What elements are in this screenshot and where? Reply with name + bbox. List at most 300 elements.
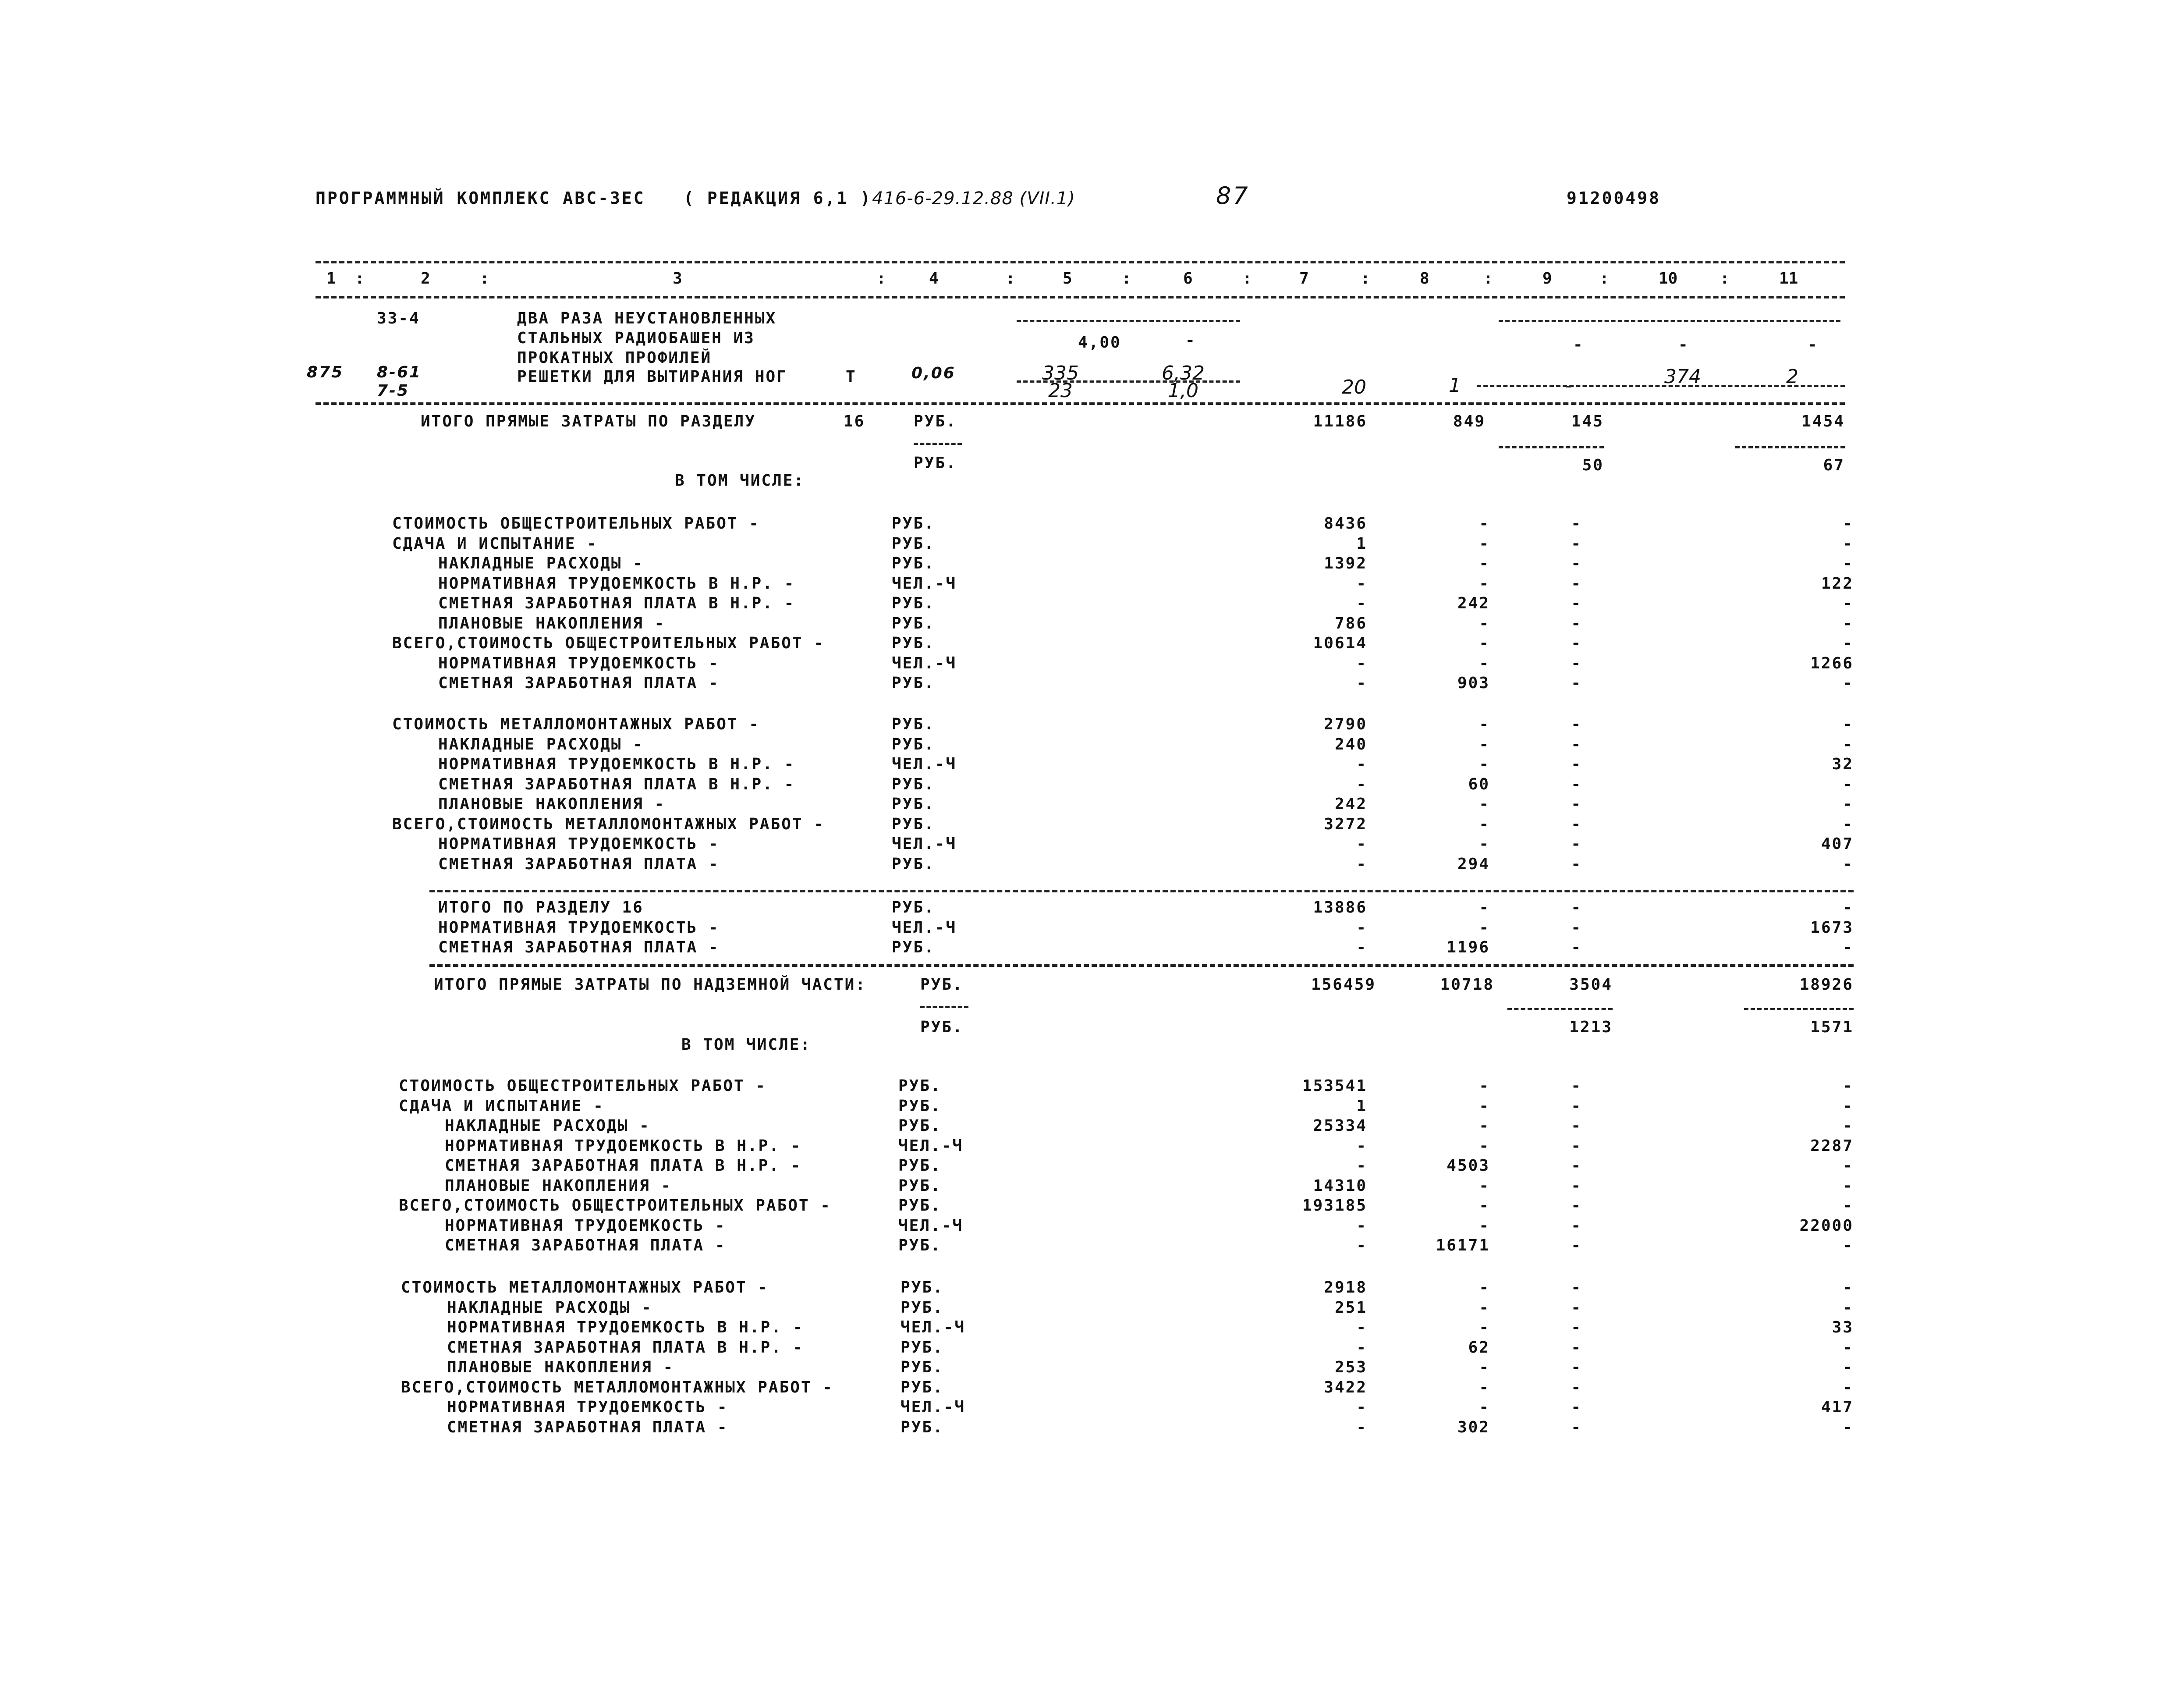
row-col8: -: [1479, 1117, 1490, 1135]
row-col7: 242: [1334, 795, 1367, 813]
row-col9: -: [1571, 1338, 1582, 1357]
above-ground-sub-unit: РУБ.: [920, 1018, 964, 1036]
summary-row: [0, 1216, 2184, 1236]
col-header-3: 3: [673, 270, 682, 288]
row-col9: -: [1571, 775, 1582, 793]
row-unit: ЧЕЛ.-Ч: [892, 918, 957, 937]
row-unit: РУБ.: [901, 1279, 944, 1297]
row-unit: РУБ.: [892, 775, 935, 793]
row-col8: -: [1479, 574, 1490, 593]
header-rule-bottom: [316, 296, 1845, 298]
program-title: ПРОГРАММНЫЙ КОМПЛЕКС АВС-3ЕС: [316, 188, 645, 208]
above-ground-col8: 10718: [1440, 976, 1494, 994]
row-col11: -: [1843, 899, 1854, 916]
col-separator: :: [1361, 270, 1370, 288]
col11-underline: [1744, 1008, 1854, 1010]
summary-row: [0, 1378, 2184, 1398]
summary-row: [0, 554, 2184, 574]
row-col8: 294: [1457, 855, 1490, 873]
row-col11: -: [1843, 1197, 1854, 1215]
above-ground-col9: 3504: [1569, 976, 1613, 994]
summary-row: [0, 714, 2184, 735]
section-totals-sub-unit: РУБ.: [914, 454, 957, 472]
row-col9: -: [1571, 795, 1582, 813]
row-label: СМЕТНАЯ ЗАРАБОТНАЯ ПЛАТА В Н.Р. -: [438, 594, 795, 612]
row-col8: -: [1479, 614, 1490, 632]
row-col9: -: [1571, 1216, 1582, 1235]
row-unit: ЧЕЛ.-Ч: [898, 1137, 964, 1155]
row-col9: -: [1571, 1197, 1582, 1215]
row-col9: -: [1571, 574, 1582, 593]
summary-row: [0, 918, 2184, 938]
row-col8: -: [1479, 534, 1490, 553]
col-header-1: 1: [326, 270, 336, 288]
row-unit: ЧЕЛ.-Ч: [892, 654, 957, 672]
summary-row: [0, 1076, 2184, 1096]
row-label: СМЕТНАЯ ЗАРАБОТНАЯ ПЛАТА В Н.Р. -: [445, 1157, 802, 1175]
row-col11: -: [1843, 938, 1854, 956]
row-label: ПЛАНОВЫЕ НАКОПЛЕНИЯ -: [445, 1176, 672, 1195]
col9-underline: [1507, 1008, 1613, 1010]
section-totals-col9: 145: [1571, 412, 1604, 430]
row-col8: -: [1479, 654, 1490, 672]
item-col7: 20: [1342, 376, 1366, 398]
row-col11: 407: [1821, 835, 1854, 853]
row-unit: РУБ.: [892, 634, 935, 652]
row-label: ПЛАНОВЫЕ НАКОПЛЕНИЯ -: [438, 614, 666, 632]
row-label: НОРМАТИВНАЯ ТРУДОЕМКОСТЬ В Н.Р. -: [438, 755, 795, 773]
row-col11: 1266: [1810, 654, 1854, 672]
col-header-10: 10: [1659, 270, 1678, 288]
prev-item-col6: -: [1185, 331, 1196, 349]
section-incl-heading: В ТОМ ЧИСЛЕ:: [675, 472, 805, 490]
row-label: НОРМАТИВНАЯ ТРУДОЕМКОСТЬ В Н.Р. -: [447, 1318, 804, 1336]
row-col11: -: [1843, 554, 1854, 572]
prev-item-desc-line-3: ПРОКАТНЫХ ПРОФИЛЕЙ: [517, 349, 712, 367]
row-col11: 417: [1821, 1398, 1854, 1416]
row-label: НОРМАТИВНАЯ ТРУДОЕМКОСТЬ -: [438, 835, 720, 853]
above-ground-col11: 18926: [1799, 976, 1854, 994]
item-right-dash: [1477, 385, 1845, 387]
item-bottom-rule: [316, 402, 1845, 405]
row-label: СМЕТНАЯ ЗАРАБОТНАЯ ПЛАТА -: [447, 1418, 728, 1436]
row-col11: -: [1843, 1097, 1854, 1115]
row-col7: 8436: [1324, 515, 1367, 533]
col-separator: :: [355, 270, 365, 288]
row-col8: -: [1479, 634, 1490, 652]
row-col7: 153541: [1302, 1077, 1367, 1095]
row-unit: ЧЕЛ.-Ч: [892, 574, 957, 593]
row-col9: -: [1571, 899, 1582, 916]
row-unit: ЧЕЛ.-Ч: [898, 1216, 964, 1235]
document-number: 91200498: [1567, 188, 1661, 208]
row-col11: -: [1843, 515, 1854, 533]
summary-row: [0, 1156, 2184, 1176]
row-col7: -: [1356, 918, 1367, 937]
item-col5-bottom: 23: [1048, 380, 1073, 402]
row-col9: -: [1571, 1137, 1582, 1155]
row-label: НАКЛАДНЫЕ РАСХОДЫ -: [438, 735, 644, 753]
row-col7: -: [1356, 1137, 1367, 1155]
unit-underline: [920, 1006, 968, 1008]
summary-row: [0, 1318, 2184, 1338]
row-col7: 3272: [1324, 815, 1367, 833]
col-header-11: 11: [1779, 270, 1798, 288]
item-col9: -: [1565, 374, 1572, 397]
section-summary-rule-bottom: [429, 964, 1854, 967]
row-col8: -: [1479, 1298, 1490, 1317]
section-totals-col11: 1454: [1801, 412, 1845, 430]
col-header-6: 6: [1183, 270, 1193, 288]
summary-row: [0, 514, 2184, 534]
row-col7: -: [1356, 855, 1367, 873]
row-col9: -: [1571, 654, 1582, 672]
row-col8: -: [1479, 1398, 1490, 1416]
summary-row: [0, 1116, 2184, 1136]
row-col7: -: [1356, 1236, 1367, 1254]
col-separator: :: [1006, 270, 1015, 288]
row-col9: -: [1571, 634, 1582, 652]
row-col7: -: [1356, 1318, 1367, 1336]
row-label: СДАЧА И ИСПЫТАНИЕ -: [392, 534, 598, 553]
summary-row: [0, 574, 2184, 594]
item-quantity: 0,06: [911, 364, 956, 382]
row-col8: -: [1479, 815, 1490, 833]
summary-row: [0, 1278, 2184, 1298]
col-header-2: 2: [421, 270, 430, 288]
row-col7: 2790: [1324, 715, 1367, 733]
summary-row: [0, 633, 2184, 654]
row-col11: 33: [1832, 1318, 1854, 1336]
row-col9: -: [1571, 938, 1582, 956]
summary-row: [0, 534, 2184, 554]
summary-row: [0, 1357, 2184, 1378]
section-totals-col7: 11186: [1313, 412, 1367, 430]
row-col11: 2287: [1810, 1137, 1854, 1155]
row-col7: -: [1356, 574, 1367, 593]
prev-item-col5: 4,00: [1078, 334, 1121, 352]
row-col8: -: [1479, 1197, 1490, 1215]
row-col7: 2918: [1324, 1279, 1367, 1297]
item-description: РЕШЕТКИ ДЛЯ ВЫТИРАНИЯ НОГ: [517, 368, 787, 386]
row-unit: РУБ.: [892, 855, 935, 873]
row-unit: ЧЕЛ.-Ч: [892, 835, 957, 853]
row-col7: 1: [1356, 1097, 1367, 1115]
row-col11: 32: [1832, 755, 1854, 773]
col-separator: :: [1242, 270, 1252, 288]
row-col9: -: [1571, 1097, 1582, 1115]
row-col11: -: [1843, 1338, 1854, 1357]
row-unit: РУБ.: [892, 594, 935, 612]
row-col11: -: [1843, 1378, 1854, 1396]
row-unit: РУБ.: [898, 1236, 942, 1254]
above-ground-sub-col11: 1571: [1810, 1018, 1854, 1036]
row-col11: -: [1843, 1157, 1854, 1175]
row-label: СМЕТНАЯ ЗАРАБОТНАЯ ПЛАТА -: [438, 855, 720, 873]
row-col9: -: [1571, 835, 1582, 853]
edition-label: ( РЕДАКЦИЯ 6,1 ): [684, 188, 872, 208]
summary-row: [0, 1136, 2184, 1156]
summary-row: [0, 673, 2184, 693]
col-separator: :: [876, 270, 886, 288]
row-col11: -: [1843, 1418, 1854, 1436]
col-separator: :: [1483, 270, 1493, 288]
row-label: СМЕТНАЯ ЗАРАБОТНАЯ ПЛАТА -: [438, 938, 720, 956]
item-col5-top: 335: [1042, 362, 1079, 384]
row-col7: -: [1356, 674, 1367, 692]
row-col9: -: [1571, 855, 1582, 873]
row-unit: РУБ.: [892, 735, 935, 753]
row-unit: РУБ.: [898, 1197, 942, 1215]
row-col7: -: [1356, 1338, 1367, 1357]
row-col7: -: [1356, 835, 1367, 853]
row-col8: 62: [1468, 1338, 1490, 1357]
row-unit: РУБ.: [901, 1338, 944, 1357]
unit-underline: [914, 443, 962, 445]
row-label: НОРМАТИВНАЯ ТРУДОЕМКОСТЬ В Н.Р. -: [438, 574, 795, 593]
row-unit: РУБ.: [892, 815, 935, 833]
item-code: 8-61: [377, 363, 422, 381]
row-col8: -: [1479, 715, 1490, 733]
item-number: 875: [307, 363, 344, 381]
prev-item-dash-9-11: [1499, 320, 1840, 322]
row-col8: -: [1479, 515, 1490, 533]
row-label: ПЛАНОВЫЕ НАКОПЛЕНИЯ -: [438, 795, 666, 813]
row-label: СМЕТНАЯ ЗАРАБОТНАЯ ПЛАТА В Н.Р. -: [447, 1338, 804, 1357]
row-col9: -: [1571, 674, 1582, 692]
row-col7: 1392: [1324, 554, 1367, 572]
section-totals-title: ИТОГО ПРЯМЫЕ ЗАТРАТЫ ПО РАЗДЕЛУ: [421, 412, 756, 430]
summary-row: [0, 814, 2184, 835]
col-header-5: 5: [1063, 270, 1072, 288]
row-col8: -: [1479, 1077, 1490, 1095]
row-col11: 1673: [1810, 918, 1854, 937]
summary-row: [0, 1397, 2184, 1417]
row-unit: РУБ.: [898, 1077, 942, 1095]
row-col9: -: [1571, 554, 1582, 572]
row-label: НОРМАТИВНАЯ ТРУДОЕМКОСТЬ -: [447, 1398, 728, 1416]
item-col8: 1: [1449, 374, 1461, 397]
row-col9: -: [1571, 815, 1582, 833]
col-header-8: 8: [1420, 270, 1429, 288]
row-col9: -: [1571, 1117, 1582, 1135]
row-col7: 10614: [1313, 634, 1367, 652]
section-totals-sub-col9: 50: [1582, 456, 1604, 474]
row-col11: 122: [1821, 574, 1854, 593]
item-fraction-dash: [1017, 380, 1240, 383]
section-totals-unit: РУБ.: [914, 412, 957, 430]
row-col7: -: [1356, 775, 1367, 793]
row-col9: -: [1571, 515, 1582, 533]
row-col11: -: [1843, 715, 1854, 733]
col11-underline: [1735, 446, 1845, 448]
row-unit: РУБ.: [892, 938, 935, 956]
document-code: 416-6-29.12.88 (VII.1): [872, 188, 1075, 209]
summary-row: [0, 1236, 2184, 1256]
section-totals-col8: 849: [1453, 412, 1486, 430]
row-col11: -: [1843, 1279, 1854, 1297]
row-col9: -: [1571, 1318, 1582, 1336]
row-col7: -: [1356, 1418, 1367, 1436]
row-label: СТОИМОСТЬ ОБЩЕСТРОИТЕЛЬНЫХ РАБОТ -: [392, 515, 760, 533]
row-col9: -: [1571, 1176, 1582, 1195]
prev-item-desc-line-2: СТАЛЬНЫХ РАДИОБАШЕН ИЗ: [517, 329, 755, 347]
row-label: НОРМАТИВНАЯ ТРУДОЕМКОСТЬ В Н.Р. -: [445, 1137, 802, 1155]
prev-item-dash-5-6: [1017, 320, 1240, 322]
item-unit: Т: [846, 368, 857, 386]
row-label: СТОИМОСТЬ ОБЩЕСТРОИТЕЛЬНЫХ РАБОТ -: [399, 1077, 766, 1095]
row-col9: -: [1571, 1279, 1582, 1297]
row-unit: РУБ.: [901, 1358, 944, 1376]
row-label: СМЕТНАЯ ЗАРАБОТНАЯ ПЛАТА -: [438, 674, 720, 692]
section-totals-number: 16: [844, 412, 865, 430]
row-col9: -: [1571, 735, 1582, 753]
row-col9: -: [1571, 1398, 1582, 1416]
row-col8: -: [1479, 755, 1490, 773]
row-col8: -: [1479, 1176, 1490, 1195]
row-label: ИТОГО ПО РАЗДЕЛУ 16: [438, 899, 644, 916]
row-col9: -: [1571, 1358, 1582, 1376]
summary-row: [0, 834, 2184, 854]
summary-row: [0, 794, 2184, 814]
row-col8: 903: [1457, 674, 1490, 692]
row-col11: -: [1843, 1077, 1854, 1095]
row-unit: РУБ.: [898, 1157, 942, 1175]
row-col9: -: [1571, 1418, 1582, 1436]
section-totals-sub-col11: 67: [1823, 456, 1845, 474]
item-col11: 2: [1786, 366, 1798, 388]
row-col11: -: [1843, 1176, 1854, 1195]
row-col9: -: [1571, 594, 1582, 612]
row-col9: -: [1571, 1378, 1582, 1396]
col-header-7: 7: [1299, 270, 1309, 288]
row-col8: -: [1479, 918, 1490, 937]
row-col7: 253: [1334, 1358, 1367, 1376]
col-separator: :: [480, 270, 489, 288]
summary-row: [0, 1096, 2184, 1116]
row-col7: 1: [1356, 534, 1367, 553]
row-col8: -: [1479, 1137, 1490, 1155]
row-col7: -: [1356, 1157, 1367, 1175]
row-unit: РУБ.: [898, 1097, 942, 1115]
row-col7: -: [1356, 1398, 1367, 1416]
row-label: НОРМАТИВНАЯ ТРУДОЕМКОСТЬ -: [438, 654, 720, 672]
row-label: ВСЕГО,СТОИМОСТЬ ОБЩЕСТРОИТЕЛЬНЫХ РАБОТ -: [392, 634, 825, 652]
row-unit: РУБ.: [892, 614, 935, 632]
above-ground-title: ИТОГО ПРЯМЫЕ ЗАТРАТЫ ПО НАДЗЕМНОЙ ЧАСТИ:: [434, 976, 866, 994]
row-label: НАКЛАДНЫЕ РАСХОДЫ -: [447, 1298, 652, 1317]
row-col8: -: [1479, 1378, 1490, 1396]
row-label: НОРМАТИВНАЯ ТРУДОЕМКОСТЬ -: [438, 918, 720, 937]
row-label: НАКЛАДНЫЕ РАСХОДЫ -: [438, 554, 644, 572]
row-col8: 1196: [1447, 938, 1490, 956]
row-col9: -: [1571, 1236, 1582, 1254]
row-col11: -: [1843, 1358, 1854, 1376]
row-col11: -: [1843, 594, 1854, 612]
row-col7: 240: [1334, 735, 1367, 753]
row-col8: -: [1479, 1279, 1490, 1297]
col-separator: :: [1122, 270, 1131, 288]
row-label: СМЕТНАЯ ЗАРАБОТНАЯ ПЛАТА -: [445, 1236, 726, 1254]
row-col8: -: [1479, 899, 1490, 916]
row-col8: -: [1479, 735, 1490, 753]
row-unit: РУБ.: [892, 515, 935, 533]
row-col11: -: [1843, 855, 1854, 873]
summary-row: [0, 735, 2184, 755]
above-ground-col7: 156459: [1311, 976, 1376, 994]
row-unit: РУБ.: [898, 1176, 942, 1195]
row-col7: 193185: [1302, 1197, 1367, 1215]
row-col7: 251: [1334, 1298, 1367, 1317]
summary-row: [0, 938, 2184, 958]
row-col8: -: [1479, 554, 1490, 572]
prev-item-col10: -: [1678, 336, 1689, 354]
row-col8: -: [1479, 795, 1490, 813]
item-col6-top: 6,32: [1162, 362, 1205, 384]
row-col11: -: [1843, 674, 1854, 692]
row-label: ПЛАНОВЫЕ НАКОПЛЕНИЯ -: [447, 1358, 674, 1376]
row-unit: РУБ.: [901, 1418, 944, 1436]
row-label: ВСЕГО,СТОИМОСТЬ ОБЩЕСТРОИТЕЛЬНЫХ РАБОТ -: [399, 1197, 831, 1215]
row-unit: ЧЕЛ.-Ч: [901, 1398, 966, 1416]
row-col7: -: [1356, 755, 1367, 773]
row-col8: -: [1479, 835, 1490, 853]
prev-item-desc-line-1: ДВА РАЗА НЕУСТАНОВЛЕННЫХ: [517, 309, 777, 327]
col-separator: :: [1599, 270, 1609, 288]
row-col11: -: [1843, 1298, 1854, 1317]
row-label: ВСЕГО,СТОИМОСТЬ МЕТАЛЛОМОНТАЖНЫХ РАБОТ -: [392, 815, 825, 833]
prev-item-col11: -: [1808, 336, 1819, 354]
row-col11: -: [1843, 815, 1854, 833]
row-label: СТОИМОСТЬ МЕТАЛЛОМОНТАЖНЫХ РАБОТ -: [401, 1279, 769, 1297]
prev-item-col9: -: [1573, 336, 1584, 354]
summary-row: [0, 1196, 2184, 1216]
row-unit: ЧЕЛ.-Ч: [892, 755, 957, 773]
item-code-2: 7-5: [377, 382, 410, 400]
summary-row: [0, 614, 2184, 634]
col-header-9: 9: [1542, 270, 1552, 288]
section-summary-rule-top: [429, 890, 1854, 892]
summary-row: [0, 1298, 2184, 1318]
row-col7: 3422: [1324, 1378, 1367, 1396]
summary-row: [0, 1176, 2184, 1196]
row-col9: -: [1571, 614, 1582, 632]
row-col9: -: [1571, 1077, 1582, 1095]
col-separator: :: [1720, 270, 1730, 288]
col9-underline: [1499, 446, 1604, 448]
row-col11: -: [1843, 534, 1854, 553]
row-col8: -: [1479, 1318, 1490, 1336]
row-col11: 22000: [1799, 1216, 1854, 1235]
row-col7: 14310: [1313, 1176, 1367, 1195]
row-col11: -: [1843, 735, 1854, 753]
row-col7: -: [1356, 1216, 1367, 1235]
row-col8: -: [1479, 1358, 1490, 1376]
row-col7: 13886: [1313, 899, 1367, 916]
row-col11: -: [1843, 1117, 1854, 1135]
row-col8: 302: [1457, 1418, 1490, 1436]
summary-row: [0, 854, 2184, 874]
row-col9: -: [1571, 1157, 1582, 1175]
row-col11: -: [1843, 634, 1854, 652]
row-unit: РУБ.: [892, 534, 935, 553]
row-col9: -: [1571, 918, 1582, 937]
row-label: СМЕТНАЯ ЗАРАБОТНАЯ ПЛАТА В Н.Р. -: [438, 775, 795, 793]
row-col11: -: [1843, 1236, 1854, 1254]
summary-row: [0, 774, 2184, 795]
row-label: НОРМАТИВНАЯ ТРУДОЕМКОСТЬ -: [445, 1216, 726, 1235]
row-col9: -: [1571, 715, 1582, 733]
